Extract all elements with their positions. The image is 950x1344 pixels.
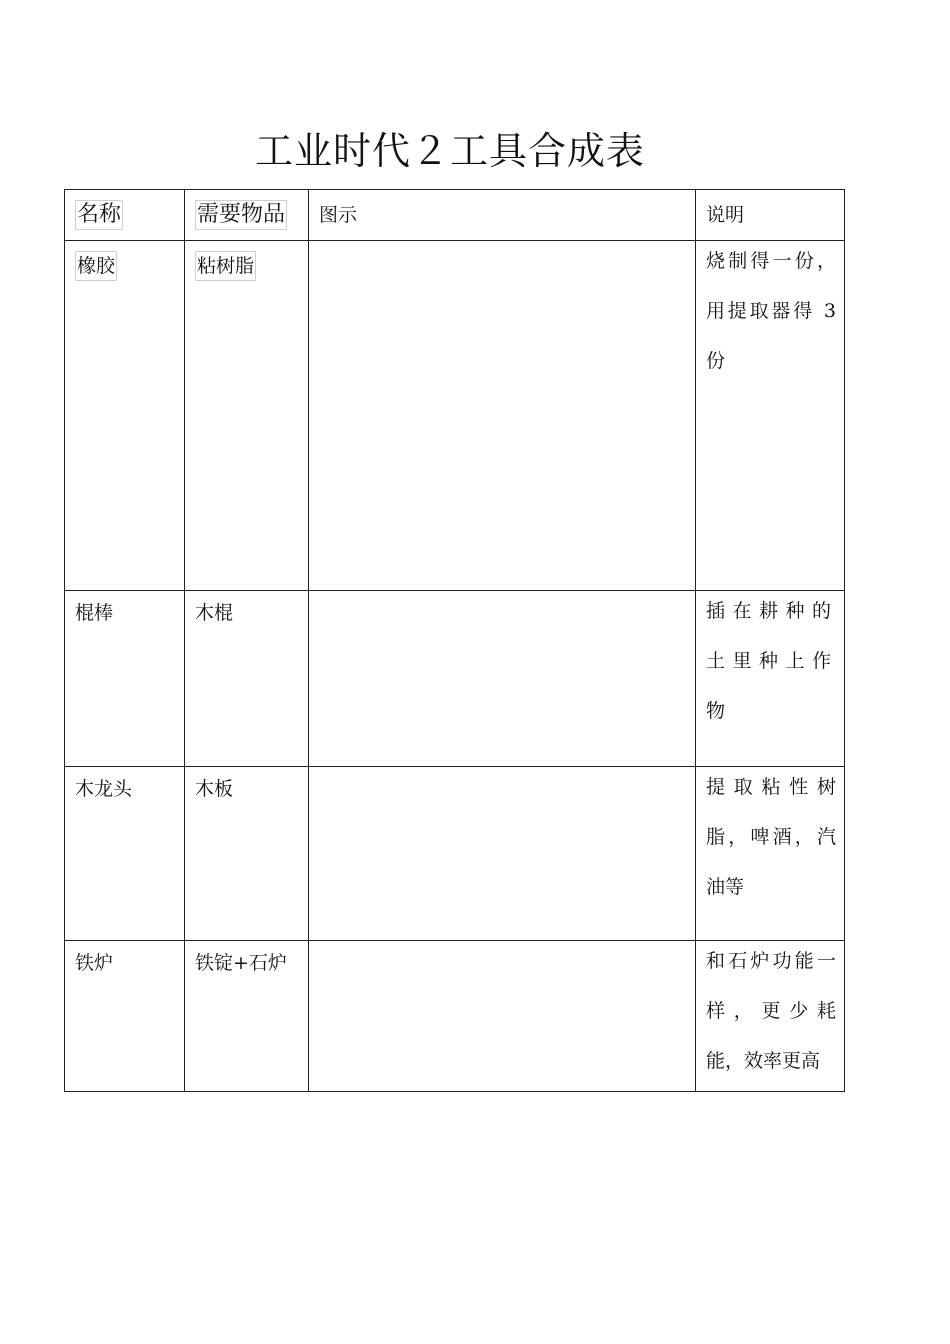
row-materials: 粘树脂 xyxy=(195,251,256,281)
header-name: 名称 xyxy=(75,200,123,230)
row-name-cell xyxy=(65,241,185,591)
row-diagram-cell xyxy=(309,591,696,767)
table-row xyxy=(65,241,845,591)
row-name-cell xyxy=(65,591,185,767)
row-name: 木龙头 xyxy=(75,778,133,800)
row-diagram-cell xyxy=(309,941,696,1092)
table-header-row xyxy=(65,190,845,241)
row-description-cell xyxy=(696,241,845,591)
row-materials-cell xyxy=(185,941,309,1092)
row-description-cell xyxy=(696,941,845,1092)
row-description-cell xyxy=(696,591,845,767)
document-title: 工业时代２工具合成表 xyxy=(254,129,645,173)
row-materials-cell xyxy=(185,241,309,591)
table-row xyxy=(65,591,845,767)
row-diagram-cell xyxy=(309,241,696,591)
row-name: 棍棒 xyxy=(75,602,114,624)
table-row xyxy=(65,767,845,941)
row-description-cell xyxy=(696,767,845,941)
row-name: 橡胶 xyxy=(75,251,117,281)
row-materials: 木板 xyxy=(195,778,234,800)
row-name-cell xyxy=(65,941,185,1092)
table-row xyxy=(65,941,845,1092)
row-description: 和石炉功能一样，更少耗能，效率更高 xyxy=(706,950,836,1072)
row-description: 插在耕种的土里种上作物 xyxy=(706,600,836,722)
header-materials: 需要物品 xyxy=(195,200,287,230)
row-diagram-cell xyxy=(309,767,696,941)
row-name-cell xyxy=(65,767,185,941)
row-description: 烧制得一份，用提取器得 3 份 xyxy=(706,250,836,372)
header-description-cell xyxy=(696,190,845,241)
row-materials: 木棍 xyxy=(195,602,234,624)
tool-recipe-table xyxy=(64,189,845,1092)
row-name: 铁炉 xyxy=(75,952,114,974)
header-name-cell xyxy=(65,190,185,241)
row-materials: 铁锭+石炉 xyxy=(195,952,287,974)
row-description: 提取粘性树脂，啤酒，汽油等 xyxy=(706,776,836,898)
header-description: 说明 xyxy=(706,204,745,226)
header-diagram-cell xyxy=(309,190,696,241)
header-diagram: 图示 xyxy=(319,204,358,226)
row-materials-cell xyxy=(185,767,309,941)
header-materials-cell xyxy=(185,190,309,241)
row-materials-cell xyxy=(185,591,309,767)
